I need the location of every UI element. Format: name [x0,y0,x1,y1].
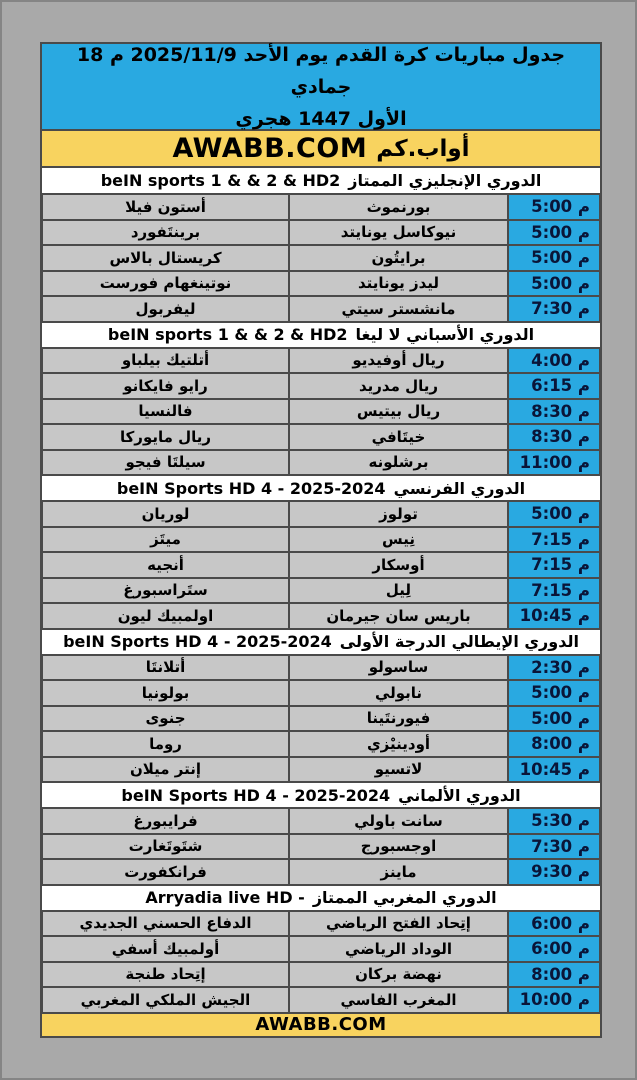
away-team-cell: برينتَفورد [42,220,289,246]
home-team-cell: اوجسبورج [289,834,508,860]
match-time-cell: م 10:00 [508,987,600,1013]
away-team-cell: فالنسيا [42,399,289,425]
match-time-cell: م 7:30 [508,834,600,860]
match-time-cell: م 7:15 [508,527,600,553]
away-team-cell: روما [42,731,289,757]
home-team-cell: ريال مدريد [289,373,508,399]
match-time-cell: م 10:45 [508,603,600,629]
schedule-title-line1: جدول مباريات كرة القدم يوم الأحد 2025/11/9 م 18 جمادي [76,43,566,98]
home-team-cell: لاتسيو [289,757,508,783]
away-team-cell: أستون فيلا [42,194,289,220]
match-time-cell: م 2:30 [508,655,600,681]
away-team-cell: أنجيه [42,552,289,578]
home-team-cell: نيوكاسل يونايتد [289,220,508,246]
home-team-cell: لِيل [289,578,508,604]
match-time-cell: م 9:30 [508,859,600,885]
home-team-cell: برشلونه [289,450,508,476]
match-time-cell: م 8:30 [508,399,600,425]
away-team-cell: فرانكفورت [42,859,289,885]
home-team-cell: ساسولو [289,655,508,681]
away-team-cell: جنوى [42,706,289,732]
away-team-cell: ميتَز [42,527,289,553]
match-time-cell: م 11:00 [508,450,600,476]
match-time-cell: م 5:00 [508,220,600,246]
match-row [42,424,600,450]
match-time-cell: م 7:15 [508,578,600,604]
away-team-cell: أولمبيك أسفي [42,936,289,962]
match-row [42,399,600,425]
match-time-cell: م 6:15 [508,373,600,399]
match-row [42,552,600,578]
away-team-cell: شتَوتَغارت [42,834,289,860]
match-time-cell: م 7:30 [508,296,600,322]
match-row [42,834,600,860]
match-time-cell: م 5:00 [508,194,600,220]
home-team-cell: تولوز [289,501,508,527]
match-row [42,296,600,322]
away-team-cell: فرايبورغ [42,808,289,834]
home-team-cell: أودينيْزي [289,731,508,757]
home-team-cell: المغرب الفاسي [289,987,508,1013]
away-team-cell: الدفاع الحسني الجديدي [42,911,289,937]
match-time-cell: م 10:45 [508,757,600,783]
league-channel: beIN Sports HD 4 - 2025-2024 [63,632,332,651]
away-team-cell: اولمبيك ليون [42,603,289,629]
match-time-cell: م 8:30 [508,424,600,450]
league-channel: Arryadia live HD - [145,888,305,907]
match-row [42,859,600,885]
match-time-cell: م 5:00 [508,245,600,271]
home-team-cell: نِيس [289,527,508,553]
league-name: الدوري المغربي الممتاز [312,888,497,907]
match-row [42,731,600,757]
home-team-cell: ريال أوفيديو [289,348,508,374]
match-row [42,655,600,681]
match-row [42,987,600,1013]
home-team-cell: إتِحاد الفتح الرياضي [289,911,508,937]
site-name-latin: AWABB.COM [172,133,368,164]
away-team-cell: ريال مايوركا [42,424,289,450]
match-row [42,603,600,629]
match-row [42,271,600,297]
match-row [42,706,600,732]
match-row [42,808,600,834]
away-team-cell: كريستال بالاس [42,245,289,271]
league-header-5 [42,885,600,911]
schedule-title [42,44,600,131]
away-team-cell: إنتر ميلان [42,757,289,783]
home-team-cell: خيتَافي [289,424,508,450]
league-channel: beIN Sports HD 4 - 2025-2024 [116,478,386,498]
home-team-cell: بورنموث [289,194,508,220]
away-team-cell: أتلانتَا [42,655,289,681]
home-team-cell: سانت باولي [289,808,508,834]
match-time-cell: م 7:15 [508,552,600,578]
league-name: الدوري الإنجليزي الممتاز [348,171,542,190]
home-team-cell: فيورنتَينا [289,706,508,732]
match-row [42,245,600,271]
home-team-cell: ريال بيتيس [289,399,508,425]
home-team-cell: نهضة بركان [289,962,508,988]
league-header-2 [42,475,600,501]
match-time-cell: م 5:00 [508,501,600,527]
away-team-cell: ستَراسبورغ [42,578,289,604]
match-time-cell: م 6:00 [508,911,600,937]
match-row [42,962,600,988]
league-header-3 [42,629,600,655]
home-team-cell: نابولي [289,680,508,706]
home-team-cell: مانشستر سيتي [289,296,508,322]
home-team-cell: ليدز يونايتد [289,271,508,297]
away-team-cell: سيلتَا فيجو [42,450,289,476]
match-time-cell: م 5:00 [508,706,600,732]
league-channel: beIN Sports HD 4 - 2025-2024 [121,785,391,805]
match-row [42,936,600,962]
footer-site-name: AWABB.COM [255,1014,387,1035]
away-team-cell: رايو فايكانو [42,373,289,399]
match-row [42,501,600,527]
match-time-cell: م 4:00 [508,348,600,374]
away-team-cell: نوتينغهام فورست [42,271,289,297]
match-row [42,348,600,374]
home-team-cell: الوداد الرياضي [289,936,508,962]
schedule-table [40,42,602,1038]
league-name: الدوري الفرنسي [393,478,526,498]
match-row [42,373,600,399]
match-time-cell: م 5:00 [508,680,600,706]
home-team-cell: ماينز [289,859,508,885]
site-banner-top [42,131,600,168]
away-team-cell: بولونيا [42,680,289,706]
match-row [42,527,600,553]
match-row [42,578,600,604]
league-header-0 [42,168,600,194]
match-time-cell: م 5:00 [508,271,600,297]
away-team-cell: لوريان [42,501,289,527]
match-row [42,194,600,220]
sections [42,168,600,1013]
match-row [42,450,600,476]
league-name: الدوري الألماني [398,785,521,805]
away-team-cell: ليفربول [42,296,289,322]
match-row [42,680,600,706]
match-time-cell: م 6:00 [508,936,600,962]
away-team-cell: إتِحاد طنجة [42,962,289,988]
match-row [42,220,600,246]
league-name: الدوري الإيطالي الدرجة الأولى [339,632,579,651]
league-header-1 [42,322,600,348]
home-team-cell: برايتُون [289,245,508,271]
match-row [42,911,600,937]
league-name: الدوري الأسباني لا ليغا [355,325,535,344]
home-team-cell: أوسكار [289,552,508,578]
home-team-cell: باريس سان جيرمان [289,603,508,629]
away-team-cell: أتلتيك بيلباو [42,348,289,374]
away-team-cell: الجيش الملكي المغربي [42,987,289,1013]
match-time-cell: م 8:00 [508,731,600,757]
site-banner-bottom [42,1013,600,1036]
site-name-arabic: أواب.كم [376,135,470,162]
schedule-title-line2: الأول 1447 هجري [235,107,407,130]
match-time-cell: م 8:00 [508,962,600,988]
league-channel: beIN sports 1 & & 2 & HD2 [107,325,348,344]
match-row [42,757,600,783]
match-time-cell: م 5:30 [508,808,600,834]
league-header-4 [42,782,600,808]
league-channel: beIN sports 1 & & 2 & HD2 [100,171,341,190]
